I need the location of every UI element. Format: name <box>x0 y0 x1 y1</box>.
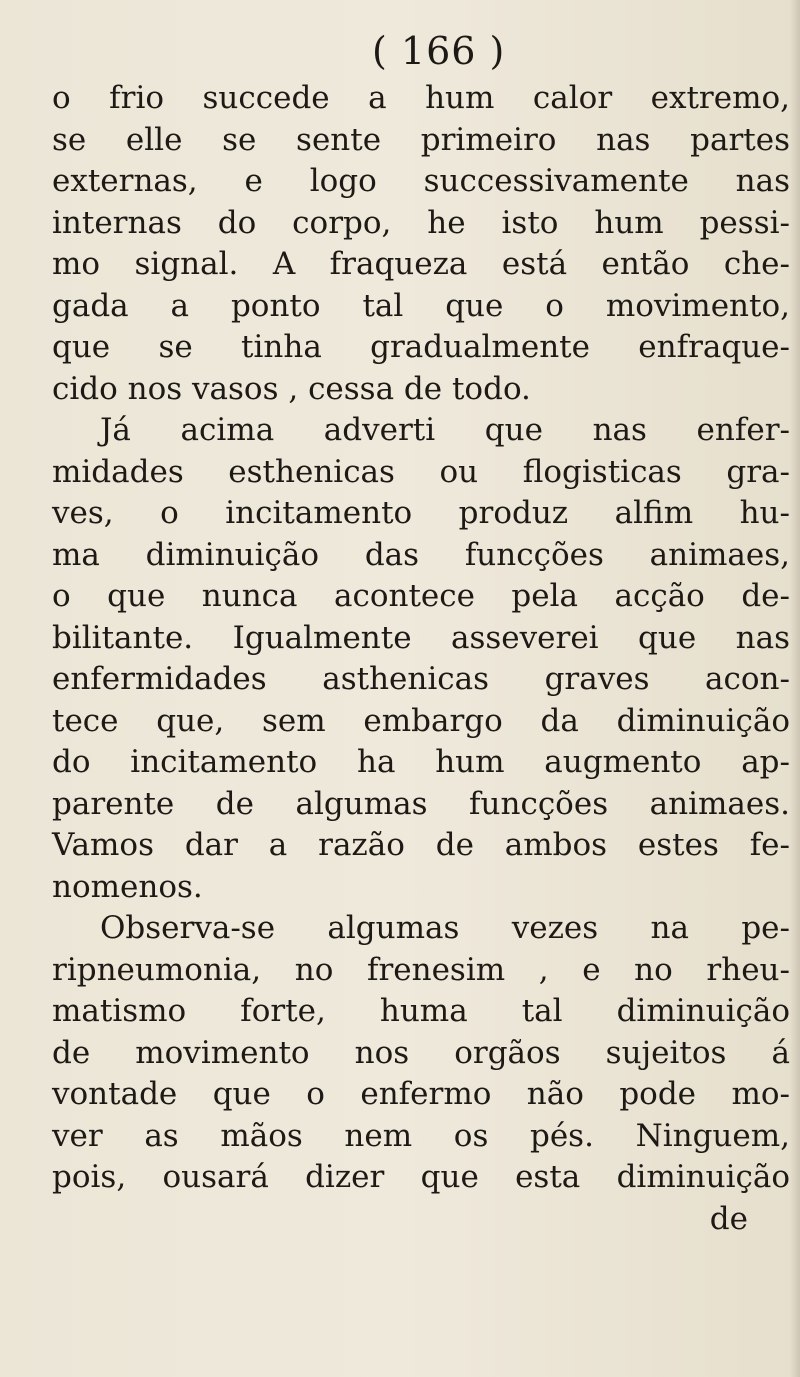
text-line: ma diminuição das funcções animaes, <box>52 536 790 573</box>
text-line: externas, e logo successivamente nas <box>52 163 790 199</box>
text-line: mo signal. A fraqueza está então che- <box>52 246 790 282</box>
text-line: ver as mãos nem os pés. Ninguem, <box>52 1117 790 1154</box>
text-line: bilitante. Igualmente asseverei que nas <box>52 619 790 656</box>
catchword: de <box>709 1200 748 1237</box>
text-line: internas do corpo, he isto hum pessi- <box>52 204 790 241</box>
text-line: ves, o incitamento produz alfim hu- <box>52 495 790 531</box>
text-line: Observa-se algumas vezes na pe- <box>100 910 790 946</box>
text-line: vontade que o enfermo não pode mo- <box>52 1076 790 1112</box>
text-line: pois, ousará dizer que esta diminuição <box>52 1159 790 1195</box>
text-line: que se tinha gradualmente enfraque- <box>52 329 790 365</box>
text-line: nomenos. <box>52 868 203 905</box>
text-line: ripneumonia, no frenesim , e no rheu- <box>52 951 790 988</box>
text-line: de movimento nos orgãos sujeitos á <box>52 1034 790 1071</box>
text-line: enfermidades asthenicas graves acon- <box>52 661 790 697</box>
text-line: se elle se sente primeiro nas partes <box>52 121 790 158</box>
page-number: ( 166 ) <box>372 29 506 73</box>
text-line: parente de algumas funcções animaes. <box>52 785 790 822</box>
text-line: midades esthenicas ou flogisticas gra- <box>52 453 790 490</box>
text-line: o frio succede a hum calor extremo, <box>52 80 790 116</box>
text-line: do incitamento ha hum augmento ap- <box>52 744 790 780</box>
text-line: tece que, sem embargo da diminuição <box>52 702 790 739</box>
text-line: gada a ponto tal que o movimento, <box>52 287 790 324</box>
text-line: cido nos vasos , cessa de todo. <box>52 370 531 407</box>
text-line: matismo forte, huma tal diminuição <box>52 993 790 1029</box>
page-edge-shadow <box>790 0 800 1377</box>
text-line: Já acima adverti que nas enfer- <box>100 412 790 448</box>
body-text <box>52 78 800 1240</box>
text-line: Vamos dar a razão de ambos estes fe- <box>52 827 790 863</box>
text-line: o que nunca acontece pela acção de- <box>52 578 790 614</box>
